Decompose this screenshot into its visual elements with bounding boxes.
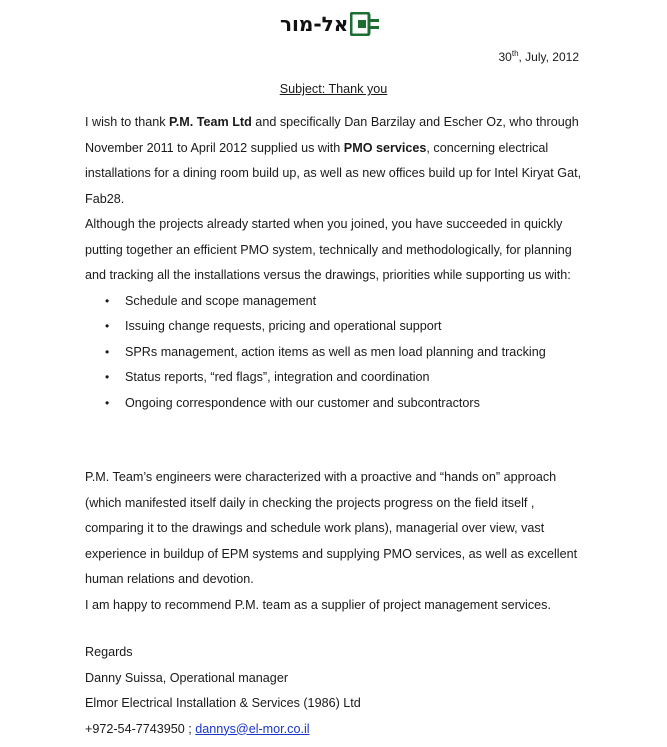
list-item-text: Schedule and scope management (125, 293, 317, 308)
list-item-text: SPRs management, action items as well as men load planning and tracking (125, 344, 546, 359)
phone-number: +972-54-7743950 ; (85, 721, 196, 736)
list-item-text: Status reports, “red flags”, integration and coordination (125, 370, 430, 384)
recommendation-paragraph: I am happy to recommend P.M. team as a supplier of project management services. (85, 597, 551, 612)
bullet-icon: • (105, 293, 110, 308)
support-paragraph: Although the projects already started when you joined, you have succeeded in quickly putting together an efficient PMO system, technically and methodologically, for planning and tracking all the installations versus the drawings, priorities while supporting us with: (85, 217, 572, 282)
company-logo (280, 10, 380, 38)
bullet-icon: • (105, 344, 110, 359)
list-item (85, 365, 585, 391)
letter-date (498, 50, 579, 64)
engineers-paragraph: P.M. Team’s engineers were characterized with a proactive and “hands on” approach (which manifested itself daily in checking the projects progress on the field itself , comparing it to the drawings and schedule work plans), managerial over view, vast experience in buildup of EPM systems and supplying PMO services, as well as excellent human relations and devotion. (85, 470, 578, 586)
engineers-section (85, 465, 585, 618)
intro-text-1: I wish to thank (85, 115, 169, 129)
date-suffix: th (511, 49, 519, 58)
intro-paragraph (85, 110, 585, 212)
logo-mark-icon (350, 12, 380, 36)
date-day: 30 (498, 50, 512, 64)
subject-line: Subject: Thank you (279, 82, 388, 96)
bullet-icon: • (105, 319, 110, 333)
date-rest: , July, 2012 (518, 50, 579, 64)
signature-block (85, 640, 605, 742)
letter-body (85, 110, 585, 416)
service-name-bold: PMO services (343, 140, 427, 155)
email-link[interactable]: dannys@el-mor.co.il (195, 721, 310, 736)
list-item (85, 314, 585, 340)
contact-line (85, 717, 605, 743)
signer-name: Danny Suissa, Operational manager (85, 670, 289, 685)
list-item-text: Ongoing correspondence with our customer and subcontractors (125, 395, 480, 410)
bullet-icon: • (105, 395, 110, 410)
list-item (85, 391, 585, 417)
list-item (85, 289, 585, 315)
signer-company: Elmor Electrical Installation & Services (1986) Ltd (85, 696, 361, 710)
list-item (85, 340, 585, 366)
company-name-bold: P.M. Team Ltd (169, 115, 252, 129)
bullet-icon: • (105, 370, 110, 384)
intro-text-3: , concerning electrical installations for a dining room build up, as well as new offices build up for Intel Kiryat Gat, Fab28. (85, 140, 582, 206)
logo-text: אל-מור (280, 12, 349, 36)
support-list (85, 289, 585, 417)
regards-text: Regards (85, 645, 133, 659)
intro-text-2: and specifically Dan Barzilay and Escher Oz, who through November 2011 to April 2012 supplied us with (85, 115, 579, 155)
list-item-text: Issuing change requests, pricing and operational support (125, 319, 442, 333)
